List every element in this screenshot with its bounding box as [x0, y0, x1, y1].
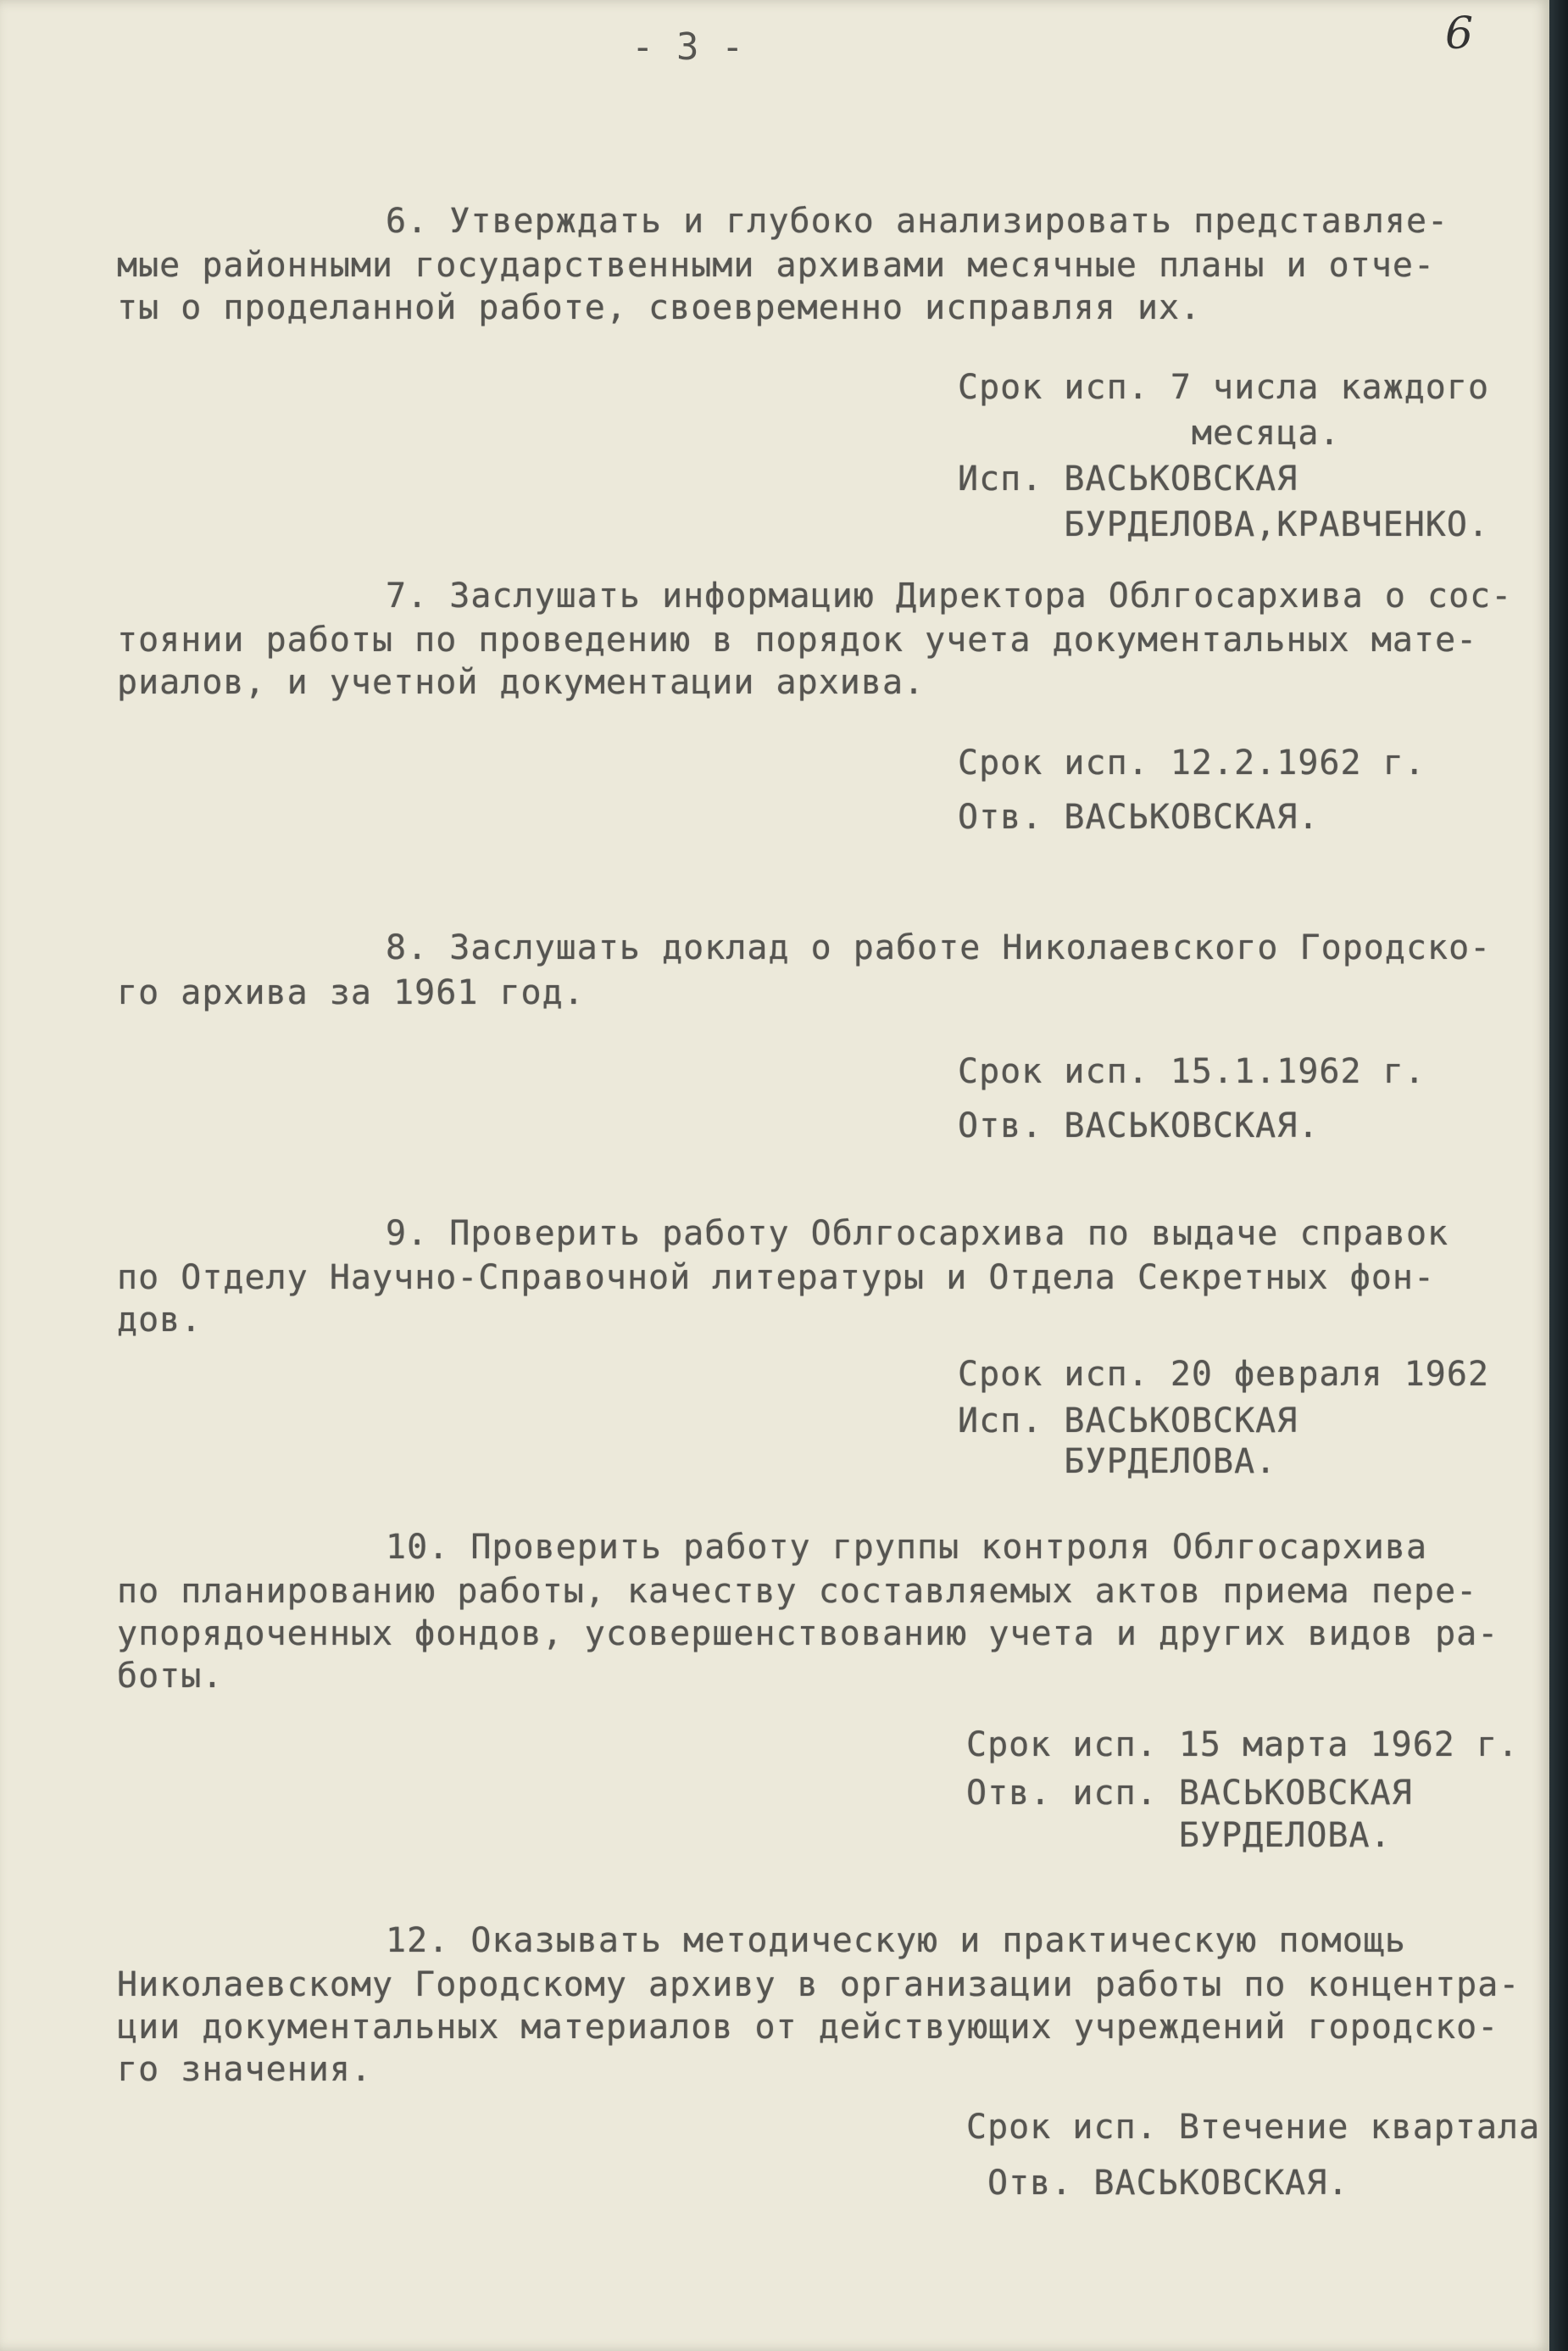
item-8-meta-line: Отв. ВАСЬКОВСКАЯ. [958, 1106, 1320, 1145]
item-7-meta-line: Срок исп. 12.2.1962 г. [958, 744, 1426, 783]
item-6-line-1: 6. Утверждать и глубоко анализировать представляе- [386, 202, 1449, 241]
item-7-line-3: риалов, и учетной документации архива. [117, 663, 926, 702]
item-9-line-3: дов. [117, 1301, 203, 1340]
item-10-line-1: 10. Проверить работу группы контроля Облгосархива [386, 1528, 1428, 1567]
item-12-line-2: Николаевскому Городскому архиву в организации работы по концентра- [117, 1965, 1521, 2004]
scan-edge [1549, 0, 1568, 2351]
item-7-line-1: 7. Заслушать информацию Директора Облгосархива о сос- [386, 577, 1513, 616]
item-9-meta-line: Срок исп. 20 февраля 1962 [958, 1355, 1490, 1394]
item-6-line-3: ты о проделанной работе, своевременно исправляя их. [117, 288, 1202, 327]
item-6-meta-line: БУРДЕЛОВА,КРАВЧЕНКО. [958, 505, 1490, 544]
item-12-line-3: ции документальных материалов от действующих учреждений городско- [117, 2008, 1499, 2047]
item-8-meta [958, 1045, 1426, 1153]
item-10-meta-line: БУРДЕЛОВА. [966, 1816, 1392, 1855]
item-10-line-4: боты. [117, 1657, 224, 1696]
item-6-meta-line: Срок исп. 7 числа каждого [958, 368, 1490, 407]
item-12-line-1: 12. Оказывать методическую и практическую помощь [386, 1921, 1406, 1960]
item-10-line-2: по планированию работы, качеству составляемых актов приема пере- [117, 1572, 1478, 1611]
item-7-meta [958, 736, 1426, 844]
item-9-meta-line: Исп. ВАСЬКОВСКАЯ [958, 1401, 1298, 1440]
sheet-number: 6 [1445, 8, 1474, 59]
item-9-line-2: по Отделу Научно-Справочной литературы и Отдела Секретных фон- [117, 1258, 1436, 1297]
item-9-meta [958, 1348, 1489, 1482]
item-6-meta-line: месяца. [958, 414, 1341, 453]
page-number: - 3 - [631, 25, 744, 69]
item-7-meta-line: Отв. ВАСЬКОВСКАЯ. [958, 798, 1320, 837]
item-9-meta-line: БУРДЕЛОВА. [958, 1442, 1277, 1481]
item-10-meta-line: Отв. исп. ВАСЬКОВСКАЯ [966, 1774, 1413, 1813]
item-8-line-1: 8. Заслушать доклад о работе Николаевского Городско- [386, 928, 1492, 967]
item-10-meta [966, 1718, 1519, 1857]
item-10-meta-line: Срок исп. 15 марта 1962 г. [966, 1725, 1520, 1764]
item-12-meta-line: Срок исп. Втечение квартала [966, 2108, 1541, 2147]
item-8-meta-line: Срок исп. 15.1.1962 г. [958, 1052, 1426, 1091]
item-6-meta-line: Исп. ВАСЬКОВСКАЯ [958, 460, 1298, 499]
item-8-line-2: го архива за 1961 год. [117, 973, 585, 1012]
item-10-line-3: упорядоченных фондов, усовершенствованию учета и других видов ра- [117, 1614, 1499, 1653]
item-12-line-4: го значения. [117, 2050, 372, 2089]
item-7-line-2: тоянии работы по проведению в порядок учета документальных мате- [117, 621, 1478, 660]
item-12-meta [966, 2099, 1540, 2211]
item-6-meta [958, 365, 1489, 548]
item-6-line-2: мые районными государственными архивами месячные планы и отче- [117, 246, 1436, 285]
item-9-line-1: 9. Проверить работу Облгосархива по выдаче справок [386, 1214, 1449, 1253]
item-12-meta-line: Отв. ВАСЬКОВСКАЯ. [987, 2164, 1349, 2203]
